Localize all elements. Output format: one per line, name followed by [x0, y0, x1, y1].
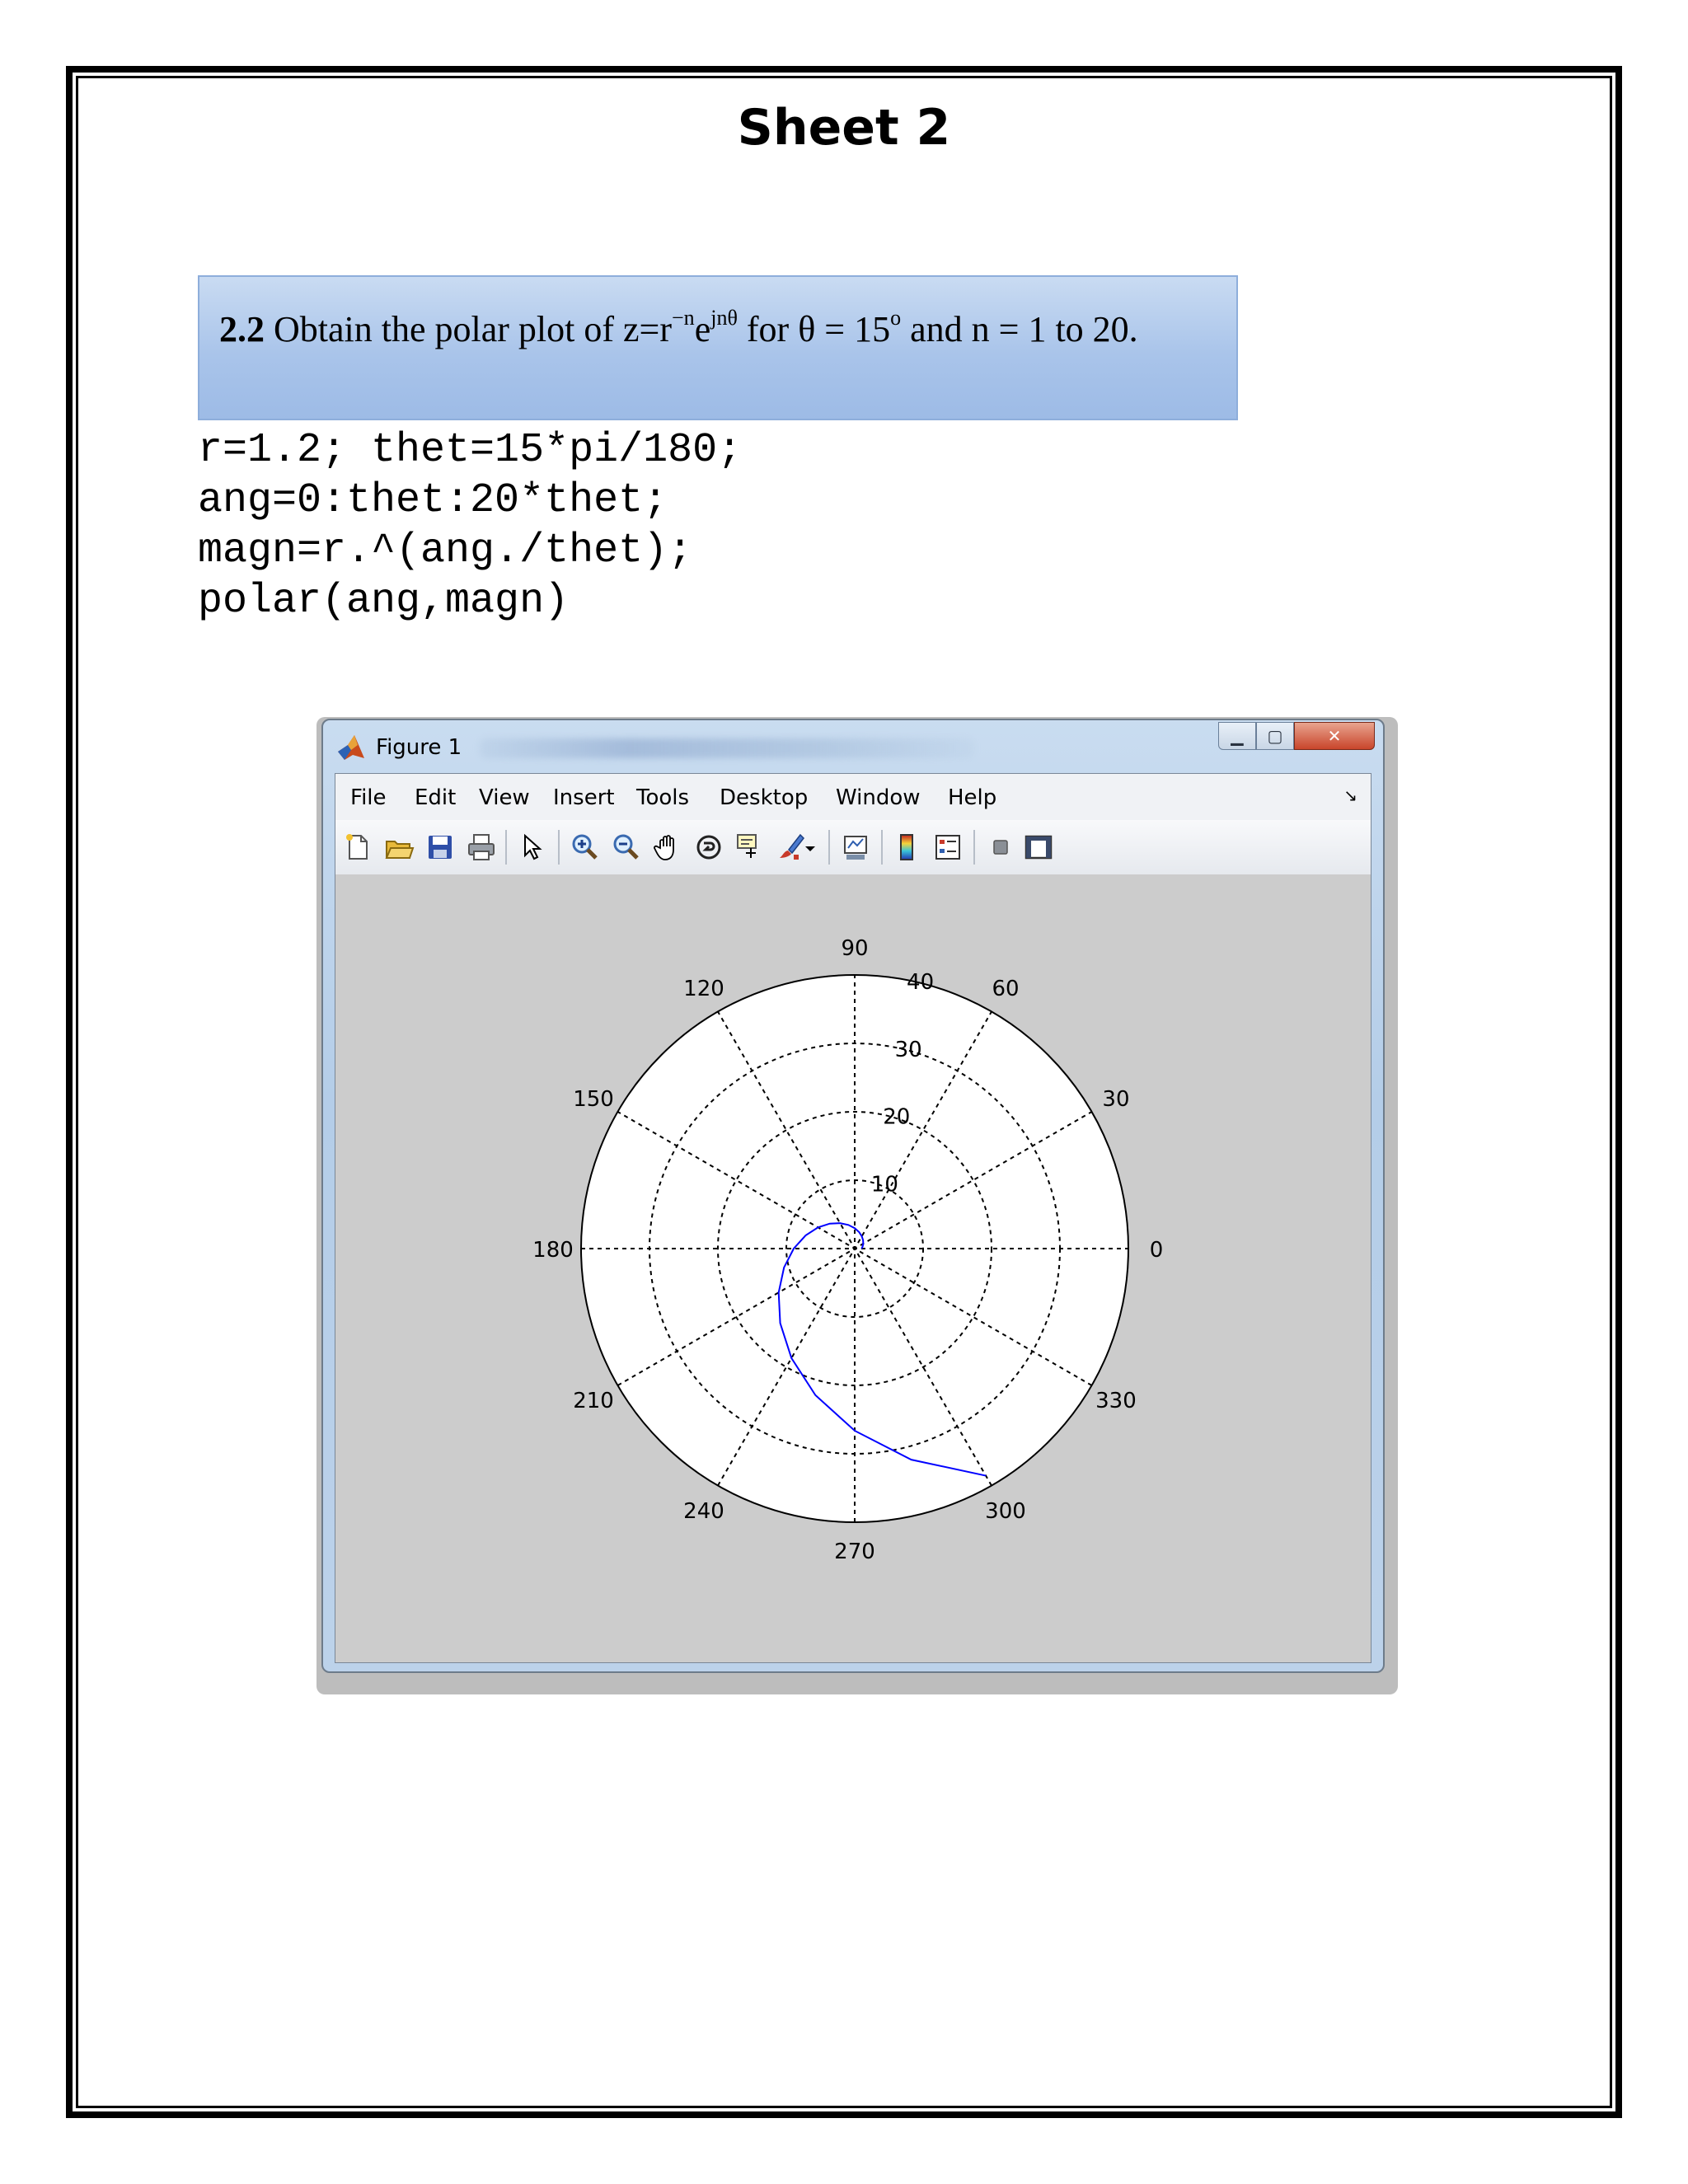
colorbar-icon[interactable]: [891, 832, 922, 863]
minimize-button[interactable]: [1218, 722, 1256, 750]
problem-number: 2.2: [219, 309, 265, 349]
theta-tick-label: 0: [1149, 1238, 1164, 1263]
toolbar-separator: [505, 830, 507, 865]
theta-tick-label: 150: [573, 1087, 614, 1112]
problem-text-3: for θ = 15: [737, 309, 891, 349]
problem-text-4: and n = 1 to 20.: [901, 309, 1138, 349]
r-tick-label: 10: [870, 1172, 898, 1197]
zoom-out-icon[interactable]: [611, 832, 642, 863]
problem-text-2: e: [694, 309, 711, 349]
menu-window[interactable]: Window: [836, 785, 921, 810]
link-plot-icon[interactable]: [840, 832, 871, 863]
menu-desktop[interactable]: Desktop: [720, 785, 809, 810]
code-line: ang=0:thet:20*thet;: [198, 477, 668, 524]
hide-plot-tools-icon[interactable]: [985, 832, 1016, 863]
dock-arrow-icon[interactable]: ↘: [1343, 787, 1357, 805]
print-icon[interactable]: [466, 832, 497, 863]
toolbar-separator: [828, 830, 830, 865]
pan-icon[interactable]: [652, 832, 683, 863]
theta-tick-label: 330: [1095, 1389, 1137, 1413]
rotate-3d-icon[interactable]: [693, 832, 724, 863]
figure-title: Figure 1: [376, 735, 462, 760]
r-tick-label: 20: [883, 1104, 911, 1130]
figure-client-area: [335, 773, 1372, 1663]
polar-plot[interactable]: [335, 874, 1371, 1661]
problem-exponent-2: jnθ: [710, 306, 738, 330]
r-tick-label: 40: [907, 970, 935, 996]
figure-window[interactable]: [321, 719, 1385, 1673]
new-figure-icon[interactable]: [342, 832, 373, 863]
theta-tick-label: 60: [992, 977, 1020, 1002]
close-icon: ✕: [1327, 726, 1342, 746]
figure-toolbar: [335, 820, 1371, 875]
legend-icon[interactable]: [932, 832, 964, 863]
menu-help[interactable]: Help: [948, 785, 997, 810]
theta-tick-label: 180: [532, 1238, 574, 1263]
code-line: r=1.2; thet=15*pi/180;: [198, 427, 743, 474]
menu-view[interactable]: View: [479, 785, 530, 810]
blurred-title-path: [480, 738, 974, 758]
toolbar-separator: [973, 830, 975, 865]
theta-tick-label: 90: [841, 936, 869, 961]
theta-tick-label: 120: [683, 977, 724, 1002]
toolbar-separator: [558, 830, 560, 865]
toolbar-separator: [881, 830, 883, 865]
minimize-icon: ▁: [1231, 726, 1244, 746]
matlab-logo-icon: [336, 733, 366, 762]
edit-plot-icon[interactable]: [515, 832, 546, 863]
figure-titlebar[interactable]: [323, 720, 1383, 773]
zoom-in-icon[interactable]: [570, 832, 601, 863]
menu-edit[interactable]: Edit: [415, 785, 457, 810]
problem-text-1: Obtain the polar plot of z=r: [265, 309, 673, 349]
maximize-button[interactable]: [1256, 722, 1294, 750]
sheet-title: Sheet 2: [737, 99, 951, 157]
brush-dropdown-icon[interactable]: [802, 832, 818, 863]
code-line: polar(ang,magn): [198, 578, 570, 625]
close-button[interactable]: [1294, 722, 1375, 750]
problem-box: [198, 275, 1238, 420]
window-controls: [1218, 722, 1375, 752]
theta-tick-label: 30: [1102, 1087, 1130, 1112]
show-plot-tools-icon[interactable]: [1023, 832, 1054, 863]
r-tick-label: 30: [894, 1037, 922, 1062]
axes-area: [335, 874, 1371, 1662]
theta-tick-label: 240: [683, 1498, 724, 1524]
menu-file[interactable]: File: [350, 785, 387, 810]
menu-bar: [335, 774, 1371, 821]
degree-symbol: o: [890, 306, 902, 330]
code-block: [198, 425, 742, 626]
data-cursor-icon[interactable]: [734, 832, 766, 863]
maximize-icon: ▢: [1267, 726, 1283, 746]
theta-tick-label: 300: [985, 1498, 1026, 1524]
problem-statement: [219, 308, 1138, 350]
code-line: magn=r.^(ang./thet);: [198, 527, 693, 574]
menu-insert[interactable]: Insert: [553, 785, 615, 810]
theta-tick-label: 210: [573, 1389, 614, 1413]
menu-tools[interactable]: Tools: [636, 785, 690, 810]
problem-exponent-1: −n: [672, 306, 695, 330]
open-file-icon[interactable]: [383, 832, 415, 863]
theta-tick-label: 270: [834, 1540, 875, 1564]
save-icon[interactable]: [424, 832, 456, 863]
